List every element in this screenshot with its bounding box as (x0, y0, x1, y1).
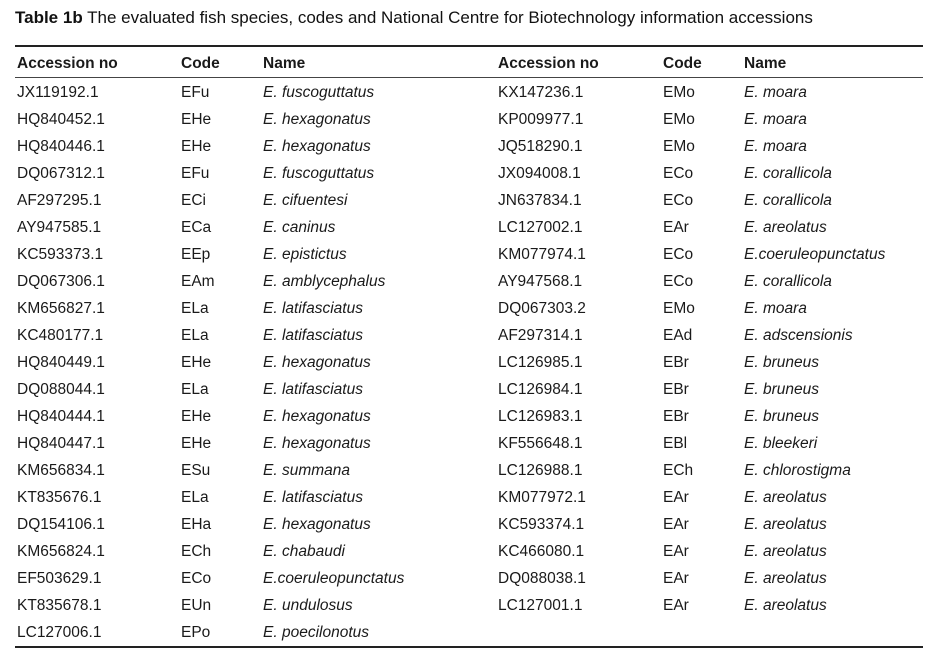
species-name-cell (744, 268, 832, 295)
species-name-cell (263, 565, 404, 592)
species-epithet: latifasciatus (281, 327, 363, 344)
accession-cell: DQ067312.1 (17, 165, 105, 182)
genus-abbrev: E. (744, 111, 759, 128)
code-cell: EHa (181, 516, 212, 533)
species-epithet: hexagonatus (281, 435, 371, 452)
code-cell: EAr (663, 543, 689, 560)
genus-abbrev: E. (263, 192, 278, 209)
species-epithet: corallicola (762, 192, 832, 209)
genus-abbrev: E. (263, 408, 278, 425)
accession-cell: JN637834.1 (498, 192, 582, 209)
species-name-cell (263, 79, 374, 106)
species-epithet: areolatus (762, 489, 827, 506)
header-name-left: Name (263, 55, 306, 72)
species-epithet: caninus (281, 219, 336, 236)
header-code-left: Code (181, 55, 220, 72)
species-name-cell (744, 79, 807, 106)
genus-abbrev: E. (744, 516, 759, 533)
code-cell: EHe (181, 354, 212, 371)
species-name-cell (263, 106, 371, 133)
table-row (0, 538, 926, 565)
accession-cell: HQ840449.1 (17, 354, 105, 371)
accession-cell: LC127006.1 (17, 624, 102, 641)
species-name-cell (263, 619, 369, 646)
genus-abbrev: E. (263, 165, 278, 182)
code-cell: EBr (663, 381, 689, 398)
genus-abbrev: E. (263, 543, 278, 560)
accession-cell: KC466080.1 (498, 543, 585, 560)
accession-cell: KP009977.1 (498, 111, 584, 128)
accession-cell: KT835676.1 (17, 489, 102, 506)
code-cell: EAr (663, 219, 689, 236)
code-cell: EUn (181, 597, 212, 614)
accession-cell: KX147236.1 (498, 84, 584, 101)
species-epithet: coeruleopunctatus (758, 246, 886, 263)
code-cell: EAr (663, 570, 689, 587)
species-epithet: fuscoguttatus (281, 84, 375, 101)
genus-abbrev: E. (744, 273, 759, 290)
species-name-cell (744, 160, 832, 187)
table-row (0, 592, 926, 619)
species-name-cell (744, 214, 827, 241)
genus-abbrev: E. (744, 462, 759, 479)
header-name-right: Name (744, 55, 787, 72)
accession-cell: HQ840446.1 (17, 138, 105, 155)
code-cell: ECo (181, 570, 212, 587)
genus-abbrev: E. (744, 84, 759, 101)
code-cell: EHe (181, 408, 212, 425)
table-row (0, 322, 926, 349)
code-cell: EMo (663, 300, 695, 317)
genus-abbrev: E. (263, 273, 278, 290)
header-accession-right: Accession no (498, 55, 599, 72)
accession-cell: AF297295.1 (17, 192, 102, 209)
genus-abbrev: E. (744, 138, 759, 155)
accession-cell: KF556648.1 (498, 435, 583, 452)
species-name-cell (263, 214, 335, 241)
species-epithet: cifuentesi (281, 192, 348, 209)
code-cell: ECi (181, 192, 206, 209)
code-cell: EFu (181, 84, 210, 101)
species-name-cell (744, 106, 807, 133)
genus-abbrev: E. (263, 597, 278, 614)
species-name-cell (263, 376, 363, 403)
species-epithet: chabaudi (281, 543, 345, 560)
species-name-cell (744, 187, 832, 214)
species-epithet: moara (762, 138, 807, 155)
code-cell: ECo (663, 246, 694, 263)
species-epithet: corallicola (762, 165, 832, 182)
code-cell: EMo (663, 111, 695, 128)
species-epithet: areolatus (762, 516, 827, 533)
code-cell: EMo (663, 138, 695, 155)
genus-abbrev: E. (263, 84, 278, 101)
table-row (0, 133, 926, 160)
species-epithet: latifasciatus (281, 489, 363, 506)
code-cell: EBl (663, 435, 688, 452)
genus-abbrev: E. (263, 327, 278, 344)
code-cell: ECo (663, 273, 694, 290)
accession-cell: KC593373.1 (17, 246, 104, 263)
species-name-cell (263, 592, 353, 619)
code-cell: ELa (181, 327, 209, 344)
accession-cell: KC593374.1 (498, 516, 585, 533)
accession-cell: KM077974.1 (498, 246, 586, 263)
species-name-cell (263, 457, 350, 484)
genus-abbrev: E. (744, 246, 759, 263)
species-epithet: amblycephalus (281, 273, 386, 290)
accession-cell: LC127002.1 (498, 219, 583, 236)
table-caption-text: The evaluated fish species, codes and National Centre for Biotechnology information accessions (82, 8, 813, 27)
code-cell: EBr (663, 408, 689, 425)
genus-abbrev: E. (263, 489, 278, 506)
species-epithet: bleekeri (762, 435, 818, 452)
species-epithet: corallicola (762, 273, 832, 290)
code-cell: ELa (181, 381, 209, 398)
table-row (0, 106, 926, 133)
accession-cell: HQ840444.1 (17, 408, 105, 425)
table-row (0, 349, 926, 376)
table-row (0, 187, 926, 214)
table-row (0, 214, 926, 241)
accession-cell: AY947585.1 (17, 219, 102, 236)
code-cell: EAm (181, 273, 215, 290)
code-cell: ECo (663, 192, 694, 209)
accession-cell: AF297314.1 (498, 327, 583, 344)
table-row (0, 511, 926, 538)
species-name-cell (263, 349, 371, 376)
table-bottom-rule (15, 646, 923, 648)
accession-cell: LC126983.1 (498, 408, 583, 425)
table-header-row (0, 50, 926, 77)
species-epithet: bruneus (762, 408, 819, 425)
genus-abbrev: E. (744, 489, 759, 506)
genus-abbrev: E. (263, 354, 278, 371)
species-name-cell (263, 538, 345, 565)
species-name-cell (744, 322, 853, 349)
species-epithet: chlorostigma (762, 462, 851, 479)
species-name-cell (744, 403, 819, 430)
code-cell: ELa (181, 489, 209, 506)
code-cell: ECh (181, 543, 212, 560)
table-row (0, 619, 926, 646)
species-epithet: summana (281, 462, 351, 479)
header-accession-left: Accession no (17, 55, 118, 72)
species-epithet: hexagonatus (281, 408, 371, 425)
species-name-cell (744, 457, 851, 484)
species-epithet: hexagonatus (281, 354, 371, 371)
species-name-cell (744, 349, 819, 376)
accession-cell: DQ088044.1 (17, 381, 105, 398)
table-row (0, 376, 926, 403)
code-cell: EFu (181, 165, 210, 182)
species-epithet: undulosus (281, 597, 353, 614)
species-epithet: moara (762, 84, 807, 101)
genus-abbrev: E. (263, 381, 278, 398)
genus-abbrev: E. (263, 138, 278, 155)
table-caption-label: Table 1b (15, 8, 83, 27)
code-cell: EPo (181, 624, 211, 641)
species-name-cell (744, 295, 807, 322)
code-cell: EHe (181, 435, 212, 452)
species-epithet: coeruleopunctatus (277, 570, 405, 587)
code-cell: EAr (663, 516, 689, 533)
species-name-cell (744, 133, 807, 160)
accession-cell: LC126988.1 (498, 462, 583, 479)
table-row (0, 457, 926, 484)
code-cell: ECh (663, 462, 694, 479)
genus-abbrev: E. (744, 219, 759, 236)
code-cell: EAr (663, 489, 689, 506)
species-name-cell (744, 565, 827, 592)
species-name-cell (744, 241, 885, 268)
code-cell: EBr (663, 354, 689, 371)
species-epithet: areolatus (762, 597, 827, 614)
species-epithet: latifasciatus (281, 381, 363, 398)
table-row (0, 295, 926, 322)
species-epithet: adscensionis (762, 327, 853, 344)
genus-abbrev: E. (744, 300, 759, 317)
genus-abbrev: E. (263, 219, 278, 236)
species-name-cell (744, 511, 827, 538)
table-row (0, 403, 926, 430)
code-cell: ESu (181, 462, 211, 479)
table-caption (15, 8, 813, 28)
species-name-cell (744, 592, 827, 619)
code-cell: EEp (181, 246, 211, 263)
table-header-rule (15, 77, 923, 78)
accession-cell: KT835678.1 (17, 597, 102, 614)
accession-cell: HQ840447.1 (17, 435, 105, 452)
accession-cell: JQ518290.1 (498, 138, 583, 155)
code-cell: EHe (181, 111, 212, 128)
accession-cell: KM656824.1 (17, 543, 105, 560)
code-cell: EAr (663, 597, 689, 614)
species-epithet: poecilonotus (281, 624, 370, 641)
genus-abbrev: E. (263, 570, 278, 587)
genus-abbrev: E. (263, 111, 278, 128)
genus-abbrev: E. (744, 354, 759, 371)
table-row (0, 484, 926, 511)
accession-cell: KC480177.1 (17, 327, 104, 344)
accession-cell: EF503629.1 (17, 570, 102, 587)
accession-cell: HQ840452.1 (17, 111, 105, 128)
table-row (0, 160, 926, 187)
species-name-cell (263, 295, 363, 322)
genus-abbrev: E. (263, 435, 278, 452)
species-name-cell (744, 430, 817, 457)
accession-cell: JX094008.1 (498, 165, 581, 182)
species-epithet: hexagonatus (281, 138, 371, 155)
genus-abbrev: E. (744, 570, 759, 587)
accession-cell: KM656834.1 (17, 462, 105, 479)
genus-abbrev: E. (744, 408, 759, 425)
species-name-cell (263, 511, 371, 538)
species-name-cell (263, 160, 374, 187)
accession-cell: LC126984.1 (498, 381, 583, 398)
genus-abbrev: E. (263, 516, 278, 533)
species-epithet: areolatus (762, 543, 827, 560)
species-name-cell (263, 403, 371, 430)
code-cell: EAd (663, 327, 693, 344)
genus-abbrev: E. (263, 300, 278, 317)
genus-abbrev: E. (744, 192, 759, 209)
accession-cell: DQ154106.1 (17, 516, 105, 533)
species-epithet: moara (762, 300, 807, 317)
accession-cell: DQ067306.1 (17, 273, 105, 290)
genus-abbrev: E. (744, 543, 759, 560)
species-name-cell (263, 133, 371, 160)
genus-abbrev: E. (744, 327, 759, 344)
species-name-cell (263, 187, 347, 214)
species-epithet: bruneus (762, 354, 819, 371)
genus-abbrev: E. (744, 435, 759, 452)
code-cell: EHe (181, 138, 212, 155)
accession-cell: DQ067303.2 (498, 300, 586, 317)
table-row (0, 241, 926, 268)
genus-abbrev: E. (744, 381, 759, 398)
species-name-cell (744, 538, 827, 565)
species-name-cell (744, 376, 819, 403)
genus-abbrev: E. (744, 597, 759, 614)
table-row (0, 268, 926, 295)
accession-cell: LC126985.1 (498, 354, 583, 371)
species-epithet: areolatus (762, 219, 827, 236)
code-cell: ELa (181, 300, 209, 317)
header-code-right: Code (663, 55, 702, 72)
species-name-cell (263, 241, 347, 268)
genus-abbrev: E. (263, 246, 278, 263)
species-name-cell (263, 484, 363, 511)
species-epithet: moara (762, 111, 807, 128)
code-cell: ECa (181, 219, 212, 236)
code-cell: EMo (663, 84, 695, 101)
species-epithet: bruneus (762, 381, 819, 398)
accession-cell: AY947568.1 (498, 273, 583, 290)
table-row (0, 565, 926, 592)
species-name-cell (263, 430, 371, 457)
accession-cell: JX119192.1 (17, 84, 99, 101)
table-row (0, 79, 926, 106)
species-epithet: epistictus (281, 246, 347, 263)
genus-abbrev: E. (263, 624, 278, 641)
species-epithet: areolatus (762, 570, 827, 587)
accession-cell: LC127001.1 (498, 597, 583, 614)
species-epithet: hexagonatus (281, 516, 371, 533)
accession-cell: DQ088038.1 (498, 570, 586, 587)
species-name-cell (263, 322, 363, 349)
species-name-cell (263, 268, 385, 295)
accession-cell: KM656827.1 (17, 300, 105, 317)
genus-abbrev: E. (744, 165, 759, 182)
code-cell: ECo (663, 165, 694, 182)
genus-abbrev: E. (263, 462, 278, 479)
species-epithet: latifasciatus (281, 300, 363, 317)
species-name-cell (744, 484, 827, 511)
table-row (0, 430, 926, 457)
species-epithet: hexagonatus (281, 111, 371, 128)
accession-cell: KM077972.1 (498, 489, 586, 506)
table-top-rule (15, 45, 923, 47)
species-epithet: fuscoguttatus (281, 165, 375, 182)
